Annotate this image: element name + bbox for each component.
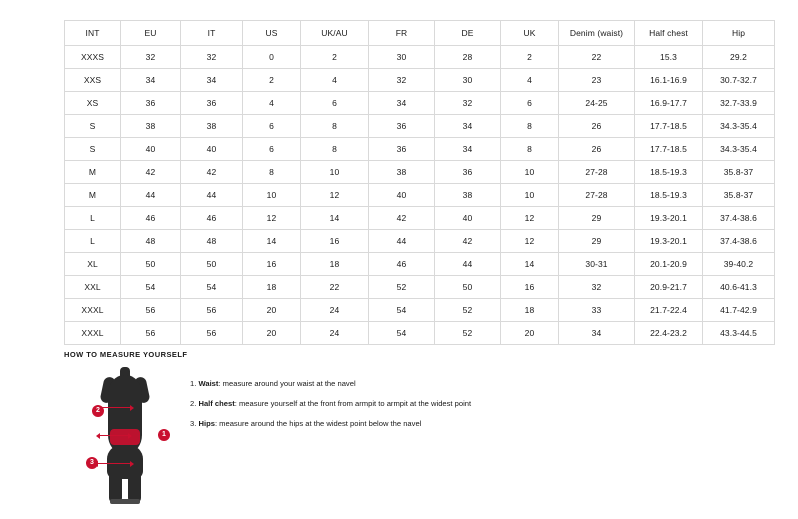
measure-step-text: : measure around the hips at the widest point below the navel <box>214 419 422 429</box>
cell: 36 <box>435 161 501 184</box>
table-body <box>65 46 775 345</box>
cell: L <box>65 207 121 230</box>
cell: 50 <box>181 253 243 276</box>
column-header-int: INT <box>65 21 121 46</box>
table-row <box>65 299 775 322</box>
cell: 28 <box>435 46 501 69</box>
cell: 10 <box>501 184 559 207</box>
measure-step-number: 2. <box>190 399 197 409</box>
cell: 36 <box>369 115 435 138</box>
cell: 8 <box>243 161 301 184</box>
cell: 24 <box>301 322 369 345</box>
cell: 10 <box>243 184 301 207</box>
cell: 6 <box>243 115 301 138</box>
cell: 4 <box>243 92 301 115</box>
cell: 37.4-38.6 <box>703 230 775 253</box>
measure-step-hips <box>190 419 734 428</box>
cell: 20 <box>501 322 559 345</box>
column-header-eu: EU <box>121 21 181 46</box>
cell: 36 <box>121 92 181 115</box>
cell: L <box>65 230 121 253</box>
measure-step-half-chest <box>190 399 734 408</box>
cell: 42 <box>181 161 243 184</box>
cell: 44 <box>435 253 501 276</box>
marker-1: 1 <box>158 429 170 441</box>
cell: 8 <box>501 138 559 161</box>
cell: 34.3-35.4 <box>703 115 775 138</box>
cell: 34 <box>369 92 435 115</box>
cell: 52 <box>435 322 501 345</box>
cell: 29 <box>559 207 635 230</box>
how-to-measure-section <box>64 350 734 507</box>
hips-measure-arrow-icon <box>98 463 130 464</box>
cell: 12 <box>243 207 301 230</box>
column-header-it: IT <box>181 21 243 46</box>
cell: 34 <box>559 322 635 345</box>
cell: 43.3-44.5 <box>703 322 775 345</box>
cell: 16.1-16.9 <box>635 69 703 92</box>
measure-step-term: Hips <box>198 419 215 429</box>
cell: 16 <box>243 253 301 276</box>
cell: 14 <box>501 253 559 276</box>
cell: 44 <box>369 230 435 253</box>
cell: 46 <box>181 207 243 230</box>
cell: 8 <box>301 138 369 161</box>
cell: 29 <box>559 230 635 253</box>
cell: 27-28 <box>559 184 635 207</box>
cell: 30.7-32.7 <box>703 69 775 92</box>
column-header-half-chest: Half chest <box>635 21 703 46</box>
table-row <box>65 115 775 138</box>
cell: 21.7-22.4 <box>635 299 703 322</box>
mannequin-illustration <box>64 367 184 507</box>
cell: 30-31 <box>559 253 635 276</box>
cell: 30 <box>369 46 435 69</box>
cell: 42 <box>121 161 181 184</box>
cell: 10 <box>301 161 369 184</box>
cell: 18 <box>301 253 369 276</box>
cell: 16 <box>501 276 559 299</box>
marker-2: 2 <box>92 405 104 417</box>
measure-step-term: Half chest <box>198 399 235 409</box>
cell: 40 <box>121 138 181 161</box>
cell: 42 <box>369 207 435 230</box>
cell: 18.5-19.3 <box>635 184 703 207</box>
cell: 56 <box>181 322 243 345</box>
cell: 2 <box>243 69 301 92</box>
measure-step-text: : measure yourself at the front from armpit to armpit at the widest point <box>234 399 472 409</box>
column-header-fr: FR <box>369 21 435 46</box>
cell: 32 <box>181 46 243 69</box>
cell: 32 <box>559 276 635 299</box>
column-header-hip: Hip <box>703 21 775 46</box>
cell: 35.8-37 <box>703 161 775 184</box>
how-to-measure-body <box>64 367 734 507</box>
cell: 18.5-19.3 <box>635 161 703 184</box>
cell: XXL <box>65 276 121 299</box>
cell: 12 <box>501 230 559 253</box>
cell: 26 <box>559 115 635 138</box>
cell: 48 <box>121 230 181 253</box>
table-row <box>65 322 775 345</box>
cell: 38 <box>121 115 181 138</box>
cell: 44 <box>181 184 243 207</box>
cell: 34 <box>435 115 501 138</box>
cell: XXS <box>65 69 121 92</box>
cell: S <box>65 138 121 161</box>
table-row <box>65 253 775 276</box>
cell: 54 <box>121 276 181 299</box>
cell: 24 <box>301 299 369 322</box>
measure-step-waist <box>190 379 734 388</box>
table-row <box>65 276 775 299</box>
size-conversion-table <box>64 20 775 345</box>
cell: 6 <box>243 138 301 161</box>
cell: 34 <box>181 69 243 92</box>
cell: 41.7-42.9 <box>703 299 775 322</box>
table-row <box>65 69 775 92</box>
how-to-measure-title: HOW TO MEASURE YOURSELF <box>64 350 188 359</box>
marker-3: 3 <box>86 457 98 469</box>
cell: 2 <box>501 46 559 69</box>
cell: 50 <box>435 276 501 299</box>
cell: 26 <box>559 138 635 161</box>
cell: 38 <box>181 115 243 138</box>
cell: 22.4-23.2 <box>635 322 703 345</box>
cell: 4 <box>301 69 369 92</box>
cell: XXXS <box>65 46 121 69</box>
cell: M <box>65 161 121 184</box>
mannequin-figure-icon <box>96 367 154 507</box>
cell: 40.6-41.3 <box>703 276 775 299</box>
cell: 16.9-17.7 <box>635 92 703 115</box>
cell: 2 <box>301 46 369 69</box>
table-row <box>65 207 775 230</box>
table-row <box>65 138 775 161</box>
cell: XL <box>65 253 121 276</box>
table-row <box>65 184 775 207</box>
cell: 39-40.2 <box>703 253 775 276</box>
mannequin-stand <box>110 499 140 504</box>
cell: 19.3-20.1 <box>635 230 703 253</box>
cell: 23 <box>559 69 635 92</box>
cell: 36 <box>369 138 435 161</box>
cell: 33 <box>559 299 635 322</box>
cell: 18 <box>501 299 559 322</box>
cell: 6 <box>501 92 559 115</box>
column-header-de: DE <box>435 21 501 46</box>
cell: 18 <box>243 276 301 299</box>
measure-step-term: Waist <box>198 379 219 388</box>
cell: 54 <box>181 276 243 299</box>
cell: 40 <box>435 207 501 230</box>
cell: 38 <box>369 161 435 184</box>
table-header <box>65 21 775 46</box>
cell: 29.2 <box>703 46 775 69</box>
cell: 56 <box>121 299 181 322</box>
measure-step-number: 1. <box>190 379 197 388</box>
measure-step-number: 3. <box>190 419 197 429</box>
cell: 42 <box>435 230 501 253</box>
cell: 40 <box>369 184 435 207</box>
cell: 52 <box>435 299 501 322</box>
measure-steps-list <box>184 367 734 439</box>
cell: 32 <box>369 69 435 92</box>
cell: 56 <box>121 322 181 345</box>
cell: 34 <box>435 138 501 161</box>
cell: S <box>65 115 121 138</box>
cell: 36 <box>181 92 243 115</box>
cell: 27-28 <box>559 161 635 184</box>
mannequin-waist-band <box>110 429 140 445</box>
cell: 14 <box>301 207 369 230</box>
cell: 38 <box>435 184 501 207</box>
cell: 34.3-35.4 <box>703 138 775 161</box>
table-row <box>65 92 775 115</box>
cell: 20.9-21.7 <box>635 276 703 299</box>
cell: 24-25 <box>559 92 635 115</box>
cell: M <box>65 184 121 207</box>
waist-measure-arrow-icon <box>100 435 128 436</box>
size-table-container <box>64 20 757 345</box>
cell: 8 <box>301 115 369 138</box>
cell: 17.7-18.5 <box>635 138 703 161</box>
column-header-denim-waist: Denim (waist) <box>559 21 635 46</box>
cell: XXXL <box>65 299 121 322</box>
cell: 4 <box>501 69 559 92</box>
cell: 8 <box>501 115 559 138</box>
cell: 56 <box>181 299 243 322</box>
cell: 52 <box>369 276 435 299</box>
cell: 37.4-38.6 <box>703 207 775 230</box>
cell: 16 <box>301 230 369 253</box>
cell: 30 <box>435 69 501 92</box>
column-header-uk: UK <box>501 21 559 46</box>
table-header-row <box>65 21 775 46</box>
cell: 44 <box>121 184 181 207</box>
cell: 22 <box>301 276 369 299</box>
cell: 6 <box>301 92 369 115</box>
table-row <box>65 46 775 69</box>
cell: 20 <box>243 322 301 345</box>
cell: 0 <box>243 46 301 69</box>
cell: 35.8-37 <box>703 184 775 207</box>
cell: 12 <box>301 184 369 207</box>
column-header-us: US <box>243 21 301 46</box>
mannequin-hips <box>107 445 143 479</box>
cell: XS <box>65 92 121 115</box>
cell: 20 <box>243 299 301 322</box>
cell: 22 <box>559 46 635 69</box>
table-row <box>65 161 775 184</box>
cell: 14 <box>243 230 301 253</box>
cell: 34 <box>121 69 181 92</box>
cell: 46 <box>121 207 181 230</box>
cell: 17.7-18.5 <box>635 115 703 138</box>
cell: 32.7-33.9 <box>703 92 775 115</box>
measure-step-text: : measure around your waist at the navel <box>218 379 356 388</box>
cell: 48 <box>181 230 243 253</box>
cell: 54 <box>369 322 435 345</box>
cell: 32 <box>435 92 501 115</box>
cell: 46 <box>369 253 435 276</box>
column-header-uk-au: UK/AU <box>301 21 369 46</box>
cell: 50 <box>121 253 181 276</box>
table-row <box>65 230 775 253</box>
cell: 15.3 <box>635 46 703 69</box>
cell: 20.1-20.9 <box>635 253 703 276</box>
cell: XXXL <box>65 322 121 345</box>
cell: 10 <box>501 161 559 184</box>
cell: 19.3-20.1 <box>635 207 703 230</box>
cell: 12 <box>501 207 559 230</box>
cell: 40 <box>181 138 243 161</box>
cell: 32 <box>121 46 181 69</box>
cell: 54 <box>369 299 435 322</box>
